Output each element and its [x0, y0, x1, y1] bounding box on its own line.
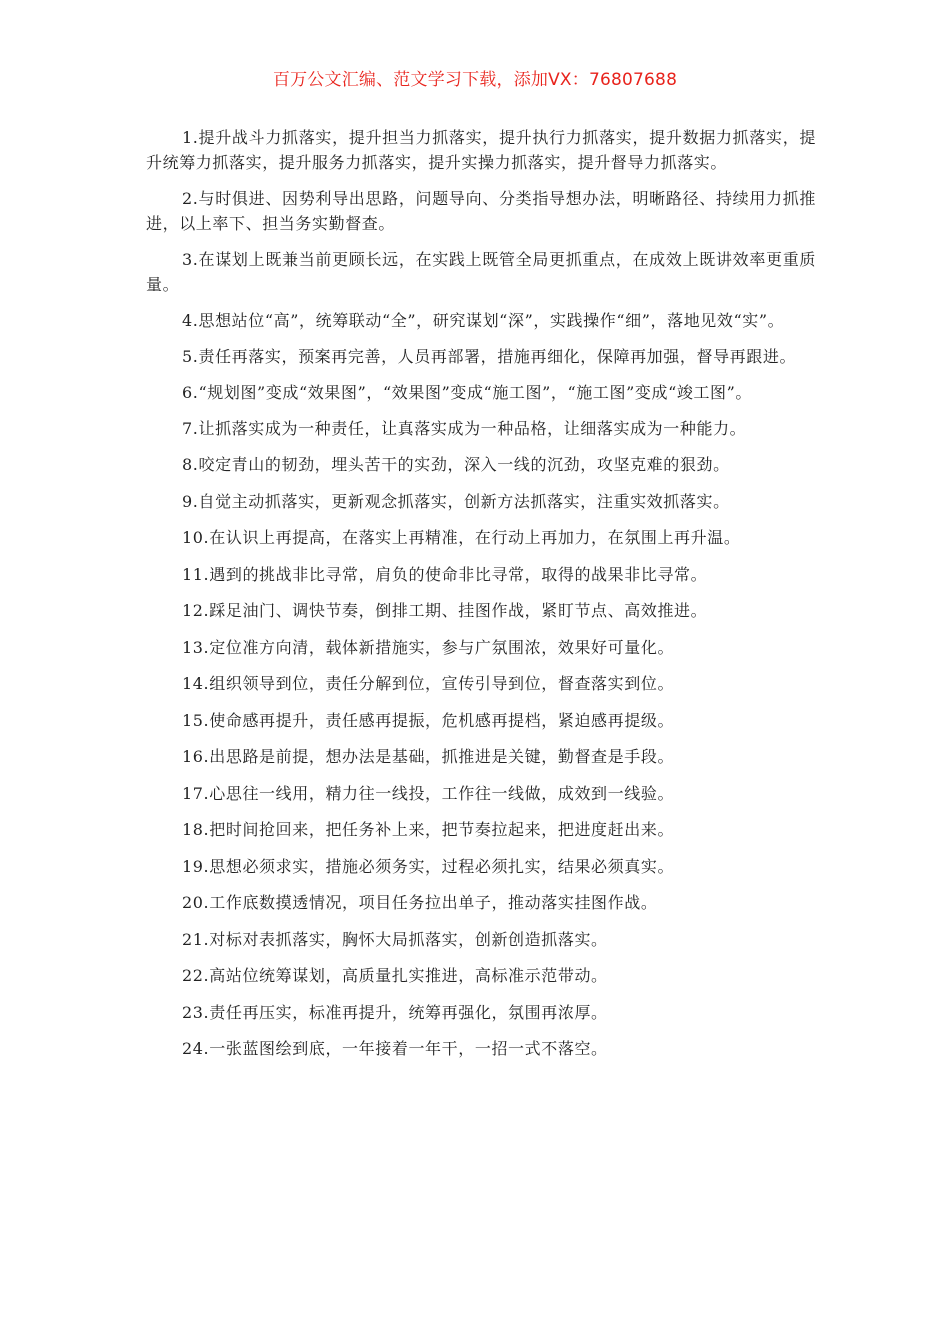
- paragraph-23: 23.责任再压实，标准再提升，统筹再强化，氛围再浓厚。: [182, 1002, 608, 1022]
- paragraph-24: 24.一张蓝图绘到底，一年接着一年干，一招一式不落空。: [182, 1039, 608, 1058]
- watermark-header: 百万公文汇编、范文学习下载，添加VX：76807688: [272, 70, 678, 90]
- paragraph-12: 12.踩足油门、调快节奏，倒排工期、挂图作战，紧盯节点、高效推进。: [182, 601, 708, 620]
- paragraph-10: 10.在认识上再提高，在落实上再精准，在行动上再加力，在氛围上再升温。: [182, 528, 741, 547]
- paragraph-5: 5.责任再落实，预案再完善，人员再部署，措施再细化，保障再加强，督导再跟进。: [182, 347, 797, 366]
- paragraph-9: 9.自觉主动抓落实，更新观念抓落实，创新方法抓落实，注重实效抓落实。: [182, 491, 730, 511]
- paragraph-11: 11.遇到的挑战非比寻常，肩负的使命非比寻常，取得的战果非比寻常。: [182, 564, 708, 584]
- document-body: [146, 125, 816, 1073]
- paragraph-3: 3.在谋划上既兼当前更顾长远，在实践上既管全局更抓重点，在成效上既讲效率更重质量。: [146, 250, 816, 294]
- paragraph-14: 14.组织领导到位，责任分解到位，宣传引导到位，督查落实到位。: [182, 674, 675, 693]
- paragraph-16: 16.出思路是前提，想办法是基础，抓推进是关键，勤督查是手段。: [182, 747, 675, 766]
- paragraph-15: 15.使命感再提升，责任感再提振，危机感再提档，紧迫感再提级。: [182, 710, 675, 730]
- paragraph-17: 17.心思往一线用，精力往一线投，工作往一线做，成效到一线验。: [182, 783, 675, 803]
- paragraph-1: 1.提升战斗力抓落实，提升担当力抓落实，提升执行力抓落实，提升数据力抓落实，提升统筹力抓落实，提升服务力抓落实，提升实操力抓落实，提升督导力抓落实。: [146, 128, 816, 172]
- paragraph-4: 4.思想站位“高”，统筹联动“全”，研究谋划“深”，实践操作“细”，落地见效“实”。: [182, 311, 785, 330]
- paragraph-7: 7.让抓落实成为一种责任，让真落实成为一种品格，让细落实成为一种能力。: [182, 419, 747, 438]
- paragraph-18: 18.把时间抢回来，把任务补上来，把节奏拉起来，把进度赶出来。: [182, 820, 675, 839]
- paragraph-6: 6.“规划图”变成“效果图”，“效果图”变成“施工图”，“施工图”变成“竣工图”。: [182, 383, 753, 402]
- paragraph-20: 20.工作底数摸透情况，项目任务拉出单子，推动落实挂图作战。: [182, 893, 658, 912]
- paragraph-13: 13.定位准方向清，载体新措施实，参与广氛围浓，效果好可量化。: [182, 637, 675, 657]
- paragraph-2: 2.与时俱进、因势利导出思路，问题导向、分类指导想办法，明晰路径、持续用力抓推进，以上率下、担当务实勤督查。: [146, 189, 816, 233]
- paragraph-22: 22.高站位统筹谋划，高质量扎实推进，高标准示范带动。: [182, 966, 608, 985]
- paragraph-21: 21.对标对表抓落实，胸怀大局抓落实，创新创造抓落实。: [182, 929, 608, 949]
- paragraph-8: 8.咬定青山的韧劲，埋头苦干的实劲，深入一线的沉劲，攻坚克难的狠劲。: [182, 455, 730, 474]
- paragraph-19: 19.思想必须求实，措施必须务实，过程必须扎实，结果必须真实。: [182, 856, 675, 876]
